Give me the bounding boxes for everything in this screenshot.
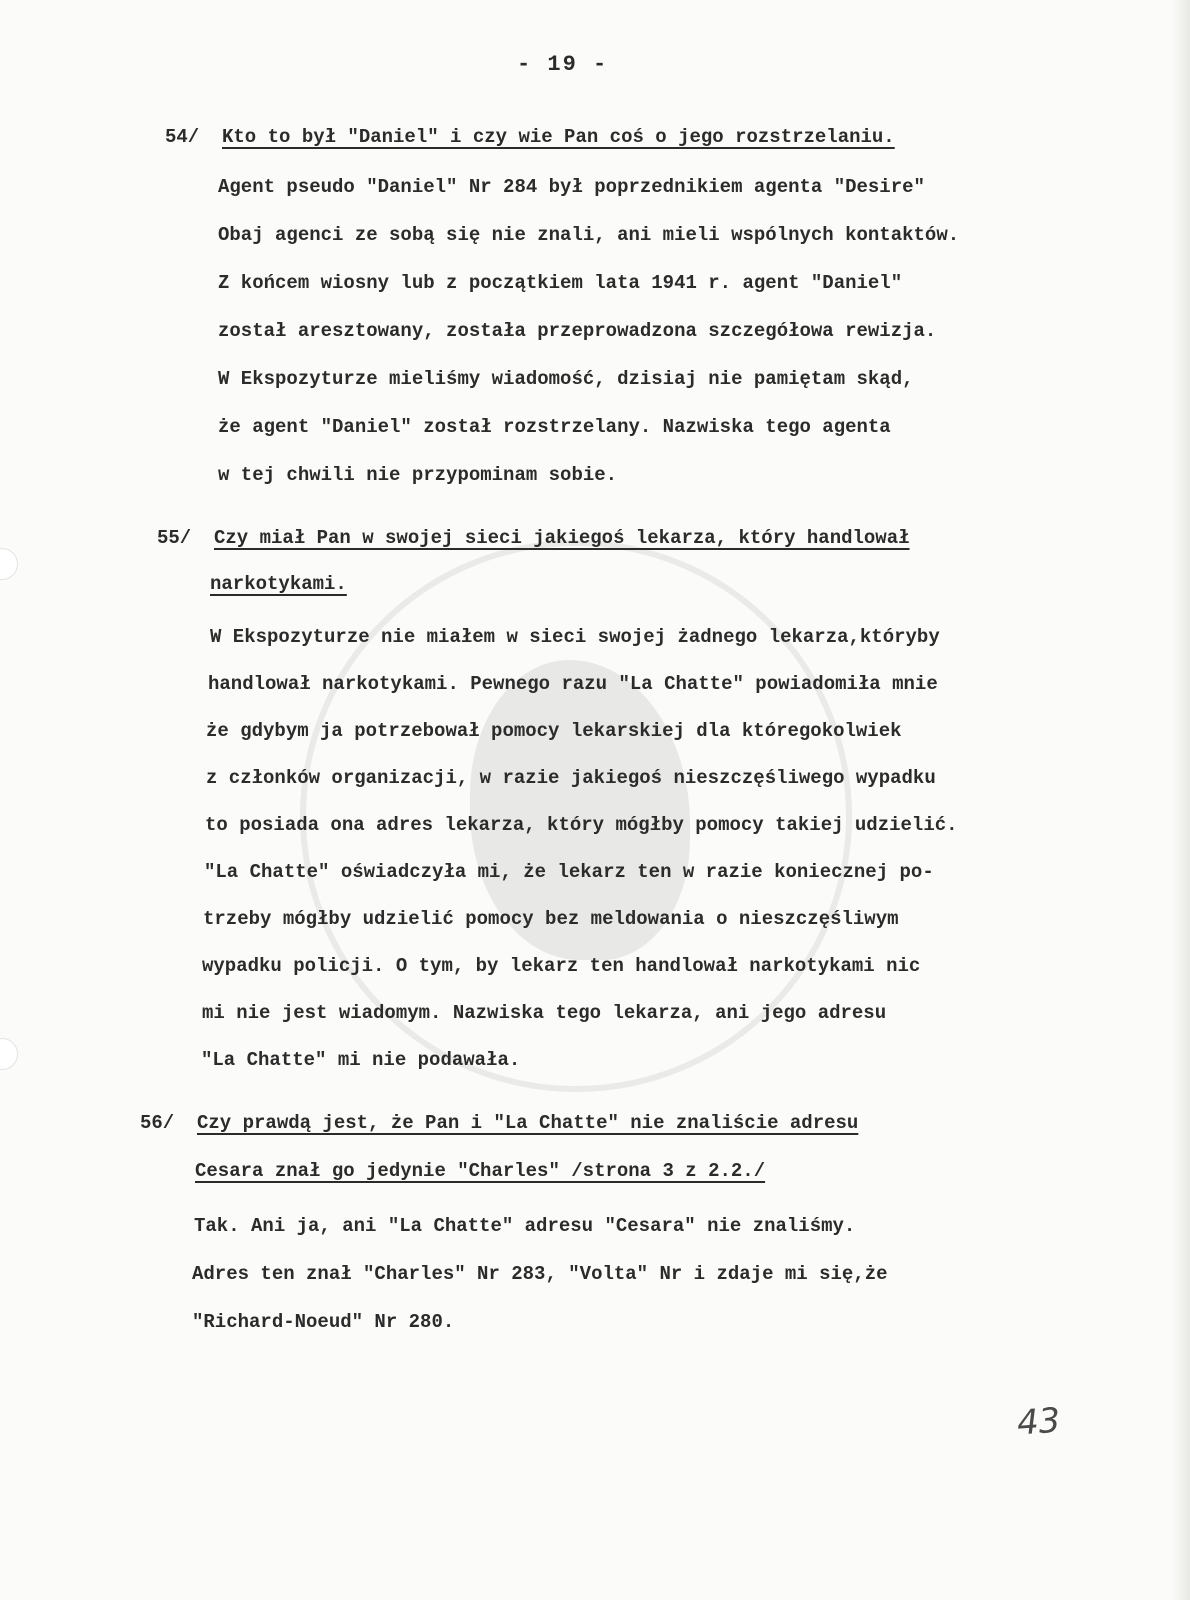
answer-54-line: W Ekspozyturze mieliśmy wiadomość, dzisiaj nie pamiętam skąd, bbox=[218, 368, 914, 390]
answer-54-line: Z końcem wiosny lub z początkiem lata 1941 r. agent "Daniel" bbox=[218, 272, 903, 294]
question-55-text: Czy miał Pan w swojej sieci jakiegoś lekarza, który handlował bbox=[214, 527, 910, 549]
answer-55-line: "La Chatte" oświadczyła mi, że lekarz ten w razie koniecznej po- bbox=[204, 861, 934, 883]
answer-55-line: wypadku policji. O tym, by lekarz ten handlował narkotykami nic bbox=[202, 955, 921, 977]
answer-56-line: Tak. Ani ja, ani "La Chatte" adresu "Cesara" nie znaliśmy. bbox=[194, 1215, 856, 1237]
question-56-number: 56/ bbox=[140, 1112, 175, 1134]
question-56-text: Cesara znał go jedynie "Charles" /strona 3 z 2.2./ bbox=[195, 1160, 766, 1182]
answer-56-line: "Richard-Noeud" Nr 280. bbox=[192, 1311, 455, 1333]
question-55-text: narkotykami. bbox=[210, 573, 347, 595]
answer-54-line: Agent pseudo "Daniel" Nr 284 był poprzednikiem agenta "Desire" bbox=[218, 176, 925, 198]
question-54-number: 54/ bbox=[165, 126, 200, 148]
answer-56-line: Adres ten znał "Charles" Nr 283, "Volta" Nr i zdaje mi się,że bbox=[192, 1263, 888, 1285]
page-number: - 19 - bbox=[517, 52, 609, 77]
question-56-text: Czy prawdą jest, że Pan i "La Chatte" nie znaliście adresu bbox=[197, 1112, 859, 1134]
punch-hole bbox=[0, 548, 18, 580]
answer-55-line: handlował narkotykami. Pewnego razu "La Chatte" powiadomiła mnie bbox=[208, 673, 938, 695]
handwritten-folio-number: 43 bbox=[1015, 1400, 1062, 1444]
answer-54-line: że agent "Daniel" został rozstrzelany. Nazwiska tego agenta bbox=[218, 416, 891, 438]
punch-hole bbox=[0, 1038, 18, 1070]
answer-55-line: z członków organizacji, w razie jakiegoś nieszczęśliwego wypadku bbox=[206, 767, 936, 789]
answer-55-line: trzeby mógłby udzielić pomocy bez meldowania o nieszczęśliwym bbox=[203, 908, 899, 930]
answer-55-line: mi nie jest wiadomym. Nazwiska tego lekarza, ani jego adresu bbox=[202, 1002, 887, 1024]
answer-54-line: został aresztowany, została przeprowadzona szczegółowa rewizja. bbox=[218, 320, 937, 342]
answer-55-line: to posiada ona adres lekarza, który mógłby pomocy takiej udzielić. bbox=[205, 814, 958, 836]
question-54-text: Kto to był "Daniel" i czy wie Pan coś o jego rozstrzelaniu. bbox=[222, 126, 895, 148]
answer-55-line: że gdybym ja potrzebował pomocy lekarskiej dla któregokolwiek bbox=[206, 720, 902, 742]
answer-54-line: w tej chwili nie przypominam sobie. bbox=[218, 464, 618, 486]
answer-54-line: Obaj agenci ze sobą się nie znali, ani mieli wspólnych kontaktów. bbox=[218, 224, 960, 246]
answer-55-line: "La Chatte" mi nie podawała. bbox=[201, 1049, 521, 1071]
question-55-number: 55/ bbox=[157, 527, 192, 549]
answer-55-line: W Ekspozyturze nie miałem w sieci swojej żadnego lekarza,któryby bbox=[210, 626, 940, 648]
